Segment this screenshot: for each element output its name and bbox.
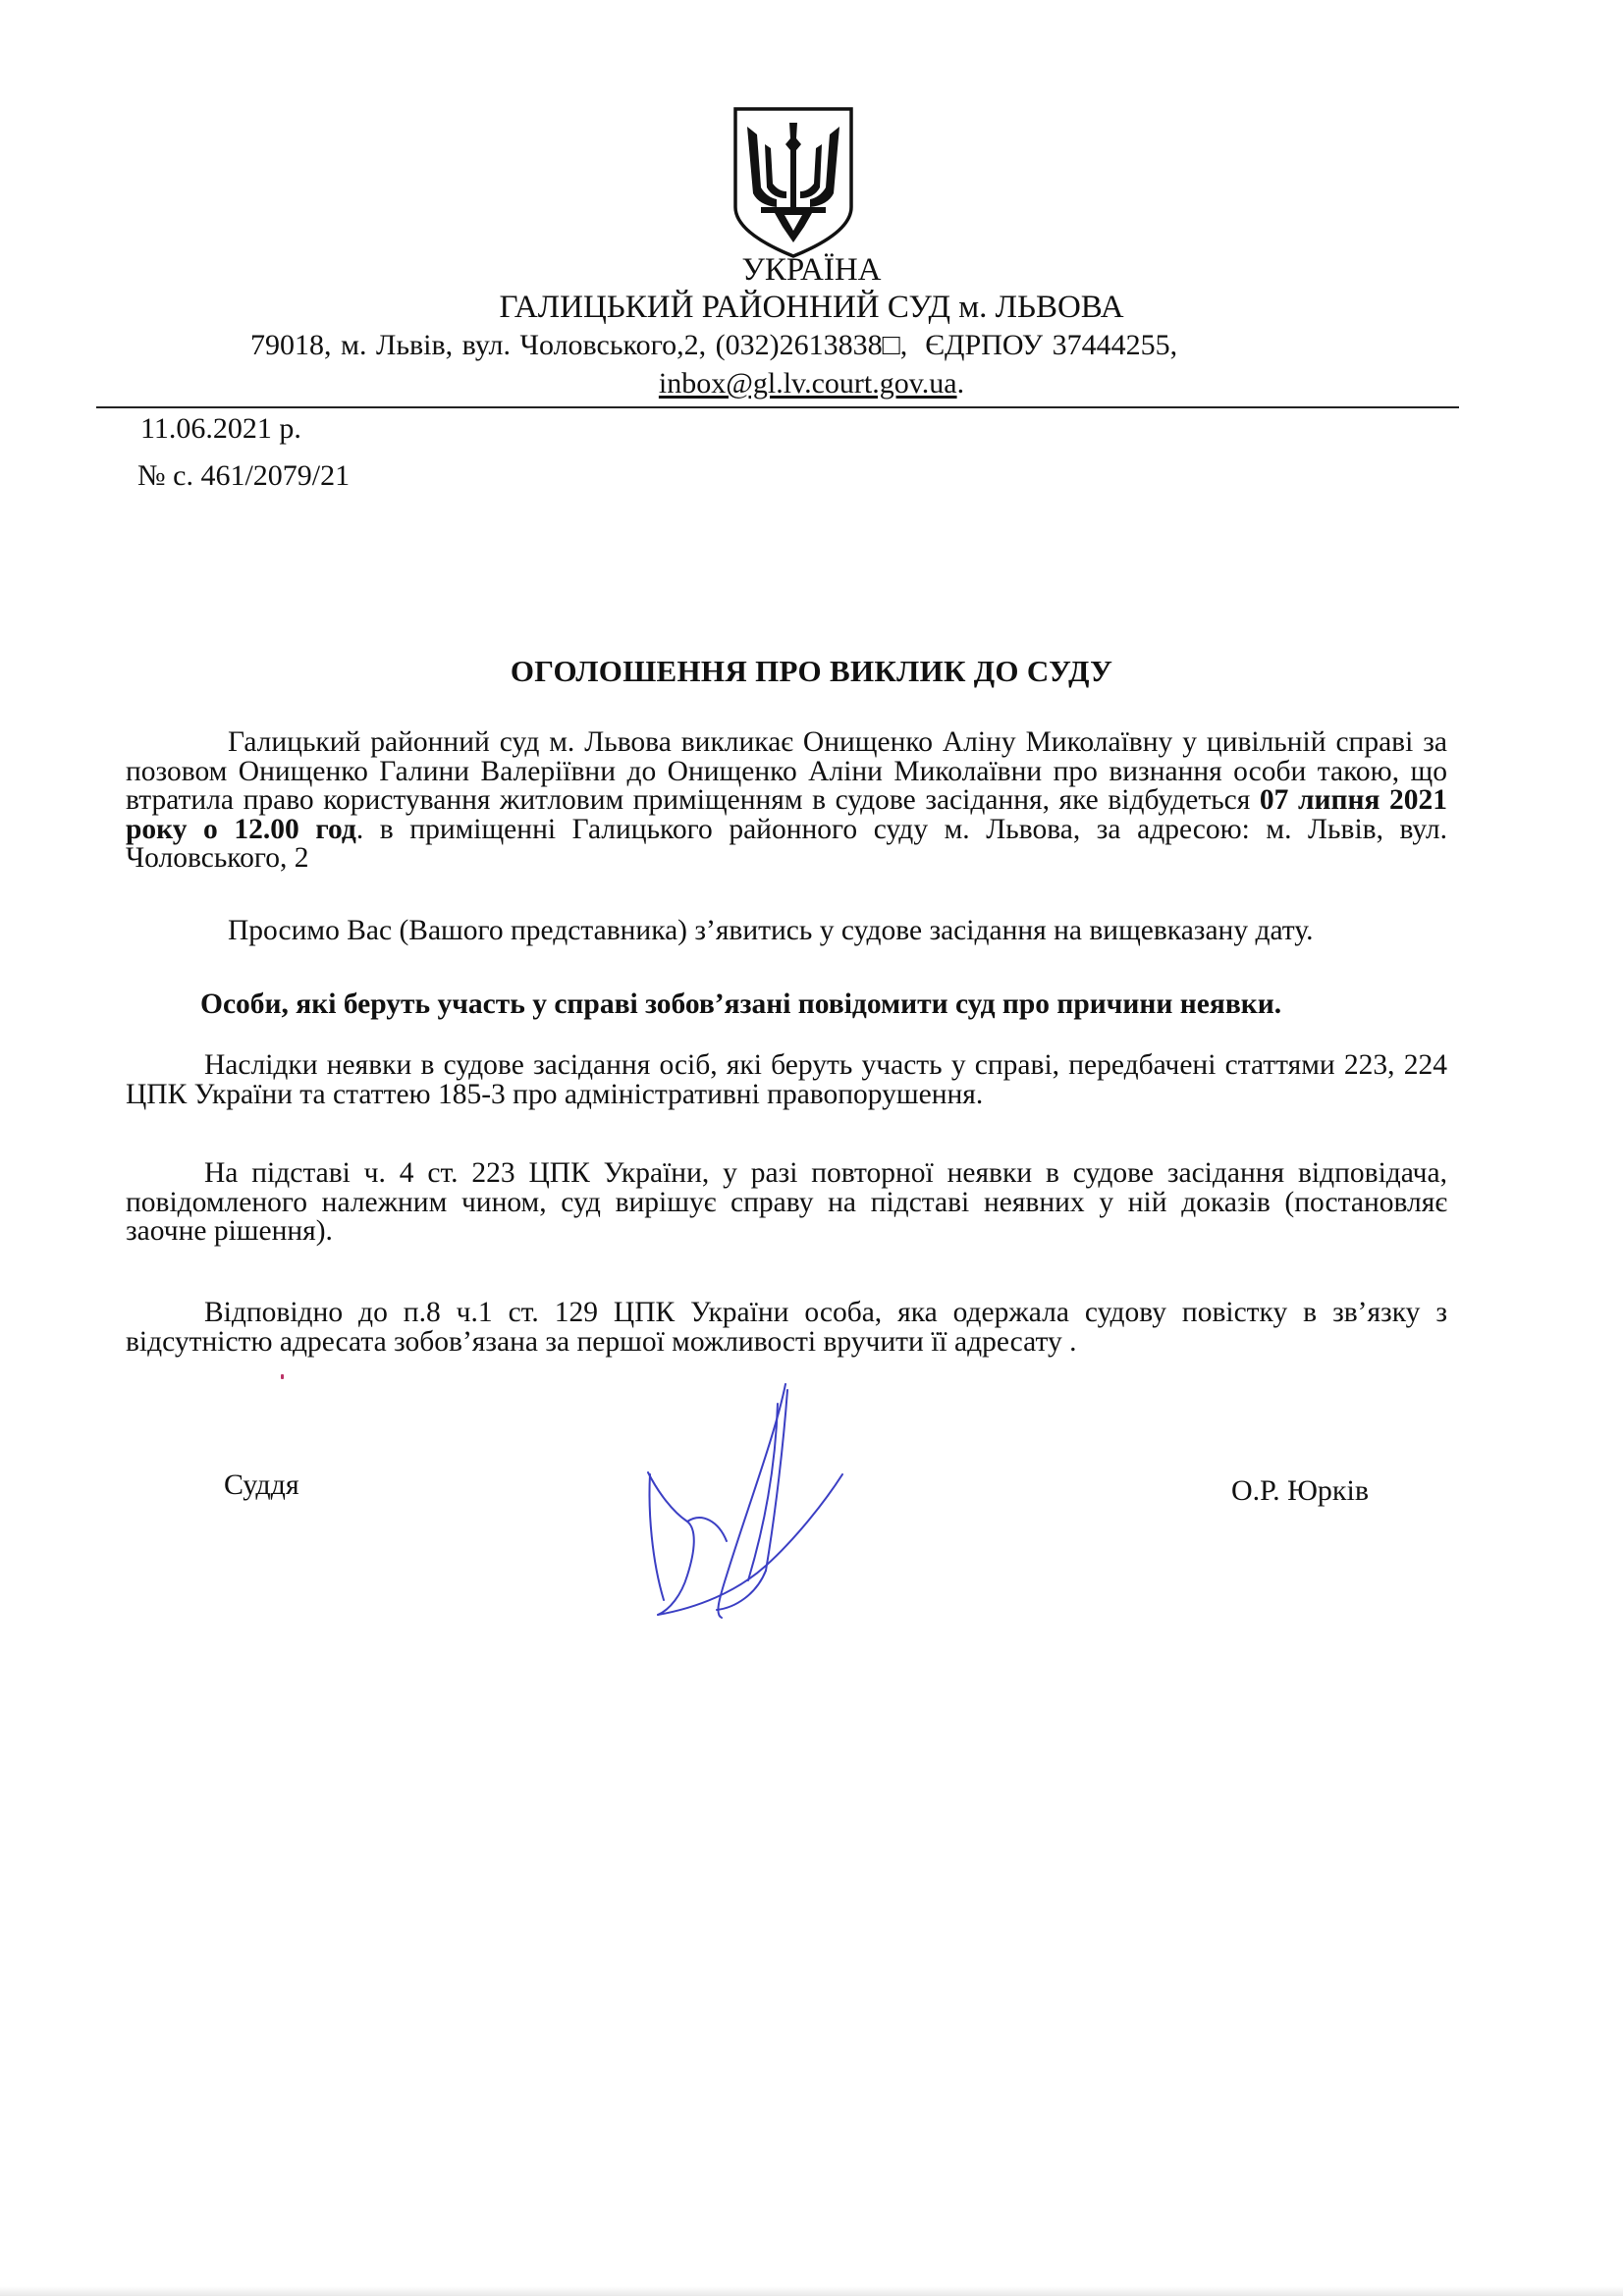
obligation-text: Особи, які беруть участь у справі зобов’язані повідомити суд про причини неявки. xyxy=(200,988,1282,1020)
phone-symbol: □ xyxy=(882,329,900,361)
header-divider xyxy=(96,406,1459,408)
delivery-text: Відповідно до п.8 ч.1 ст. 129 ЦПК України особа, яка одержала судову повістку в зв’язку з відсутністю адресата зобов’язана за першої можливості вручити її адресату . xyxy=(126,1297,1447,1358)
court-email-link[interactable]: inbox@gl.lv.court.gov.ua xyxy=(658,367,957,400)
document-title: ОГОЛОШЕННЯ ПРО ВИКЛИК ДО СУДУ xyxy=(510,654,1113,688)
paragraph-consequences xyxy=(126,1051,1447,1109)
court-address-line xyxy=(250,327,1177,364)
consequences-text: Наслідки неявки в судове засідання осіб, які беруть участь у справі, передбачені статтями 223, 224 ЦПК України та статтею 185-3 про адміністративні правопорушення. xyxy=(126,1049,1447,1110)
paragraph-summons xyxy=(126,728,1447,874)
paragraph-obligation xyxy=(126,990,1447,1020)
paragraph-default-judgment xyxy=(126,1159,1447,1247)
court-name: ГАЛИЦЬКИЙ РАЙОННИЙ СУД м. ЛЬВОВА xyxy=(499,290,1124,325)
hearing-datetime: 07 липня 2021 року о 12.00 год xyxy=(126,784,1447,845)
ink-speck xyxy=(281,1374,284,1379)
summons-text-start: Галицький районний суд м. Львова викликає Онищенко Аліну Миколаївну у цивільній справі за позовом Онищенко Галини Валеріївни до Онищенко Аліни Миколаївни про визнання особи такою, що втратила право користування житловим приміщенням в судове засідання, яке відбудеться xyxy=(126,726,1447,816)
default-judgment-text: На підставі ч. 4 ст. 223 ЦПК України, у разі повторної неявки в судове засідання відповідача, повідомленого належним чином, суд вирішує справу на підставі неявних у ній доказів (постановляє заочне рішення). xyxy=(126,1157,1447,1247)
edrpou-code: ЄДРПОУ 37444255, xyxy=(925,329,1178,361)
request-text: Просимо Вас (Вашого представника) з’явитись у судове засідання на вищевказану дату. xyxy=(228,915,1314,946)
paragraph-request xyxy=(126,917,1447,946)
court-address: 79018, м. Львів, вул. Чоловського,2, (032)2613838 xyxy=(250,329,883,361)
court-email-line xyxy=(0,365,1623,402)
judge-name: О.Р. Юрків xyxy=(1231,1474,1370,1507)
email-period: . xyxy=(956,367,965,400)
signatory-role: Суддя xyxy=(224,1468,299,1501)
handwritten-signature xyxy=(628,1364,864,1649)
address-separator: , xyxy=(899,329,908,361)
country-heading: УКРАЇНА xyxy=(741,252,882,288)
case-number: № с. 461/2079/21 xyxy=(137,459,351,492)
scan-edge xyxy=(0,2286,1623,2296)
document-date: 11.06.2021 р. xyxy=(140,412,301,445)
summons-text-end: . в приміщенні Галицького районного суду м. Львова, за адресою: м. Львів, вул. Чоловського, 2 xyxy=(126,813,1447,874)
trident-coat-of-arms-icon xyxy=(731,105,855,260)
paragraph-delivery xyxy=(126,1299,1447,1357)
